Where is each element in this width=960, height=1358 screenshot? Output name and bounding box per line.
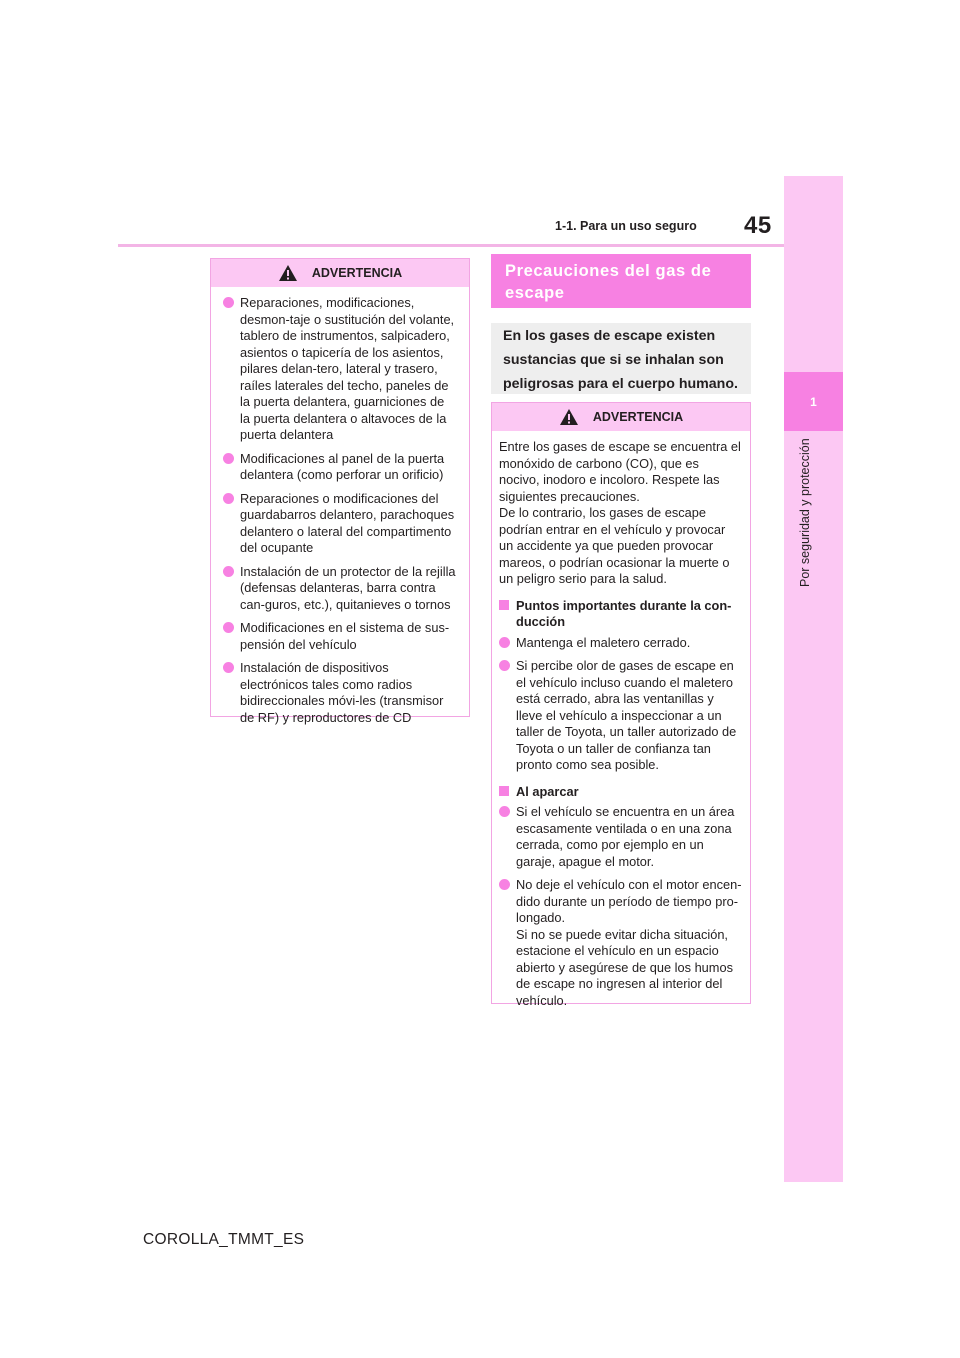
- list-item: Reparaciones, modificaciones, desmon-taje o sustitución del volante, tablero de instrumentos, salpicadero, asientos o tapicería de los asientos, pilares delan-tero, lateral y trasero, raíles laterales del techo, paneles de la puerta delantera, guarniciones de la puerta delantera o altavoces de la puerta delantera: [223, 295, 457, 444]
- section-summary: En los gases de escape existen sustancias que si se inhalan son peligrosas para el cuerpo humano.: [491, 323, 751, 394]
- warning-header: [211, 259, 469, 287]
- warning-triangle-icon: [559, 408, 579, 426]
- warning-header: [492, 403, 750, 431]
- document-code: COROLLA_TMMT_ES: [143, 1231, 305, 1248]
- section-header: 1-1. Para un uso seguro: [555, 219, 697, 233]
- bullet-icon: [223, 493, 234, 504]
- warning-intro: Entre los gases de escape se encuentra el monóxido de carbono (CO), que es nocivo, inodoro e incoloro. Respete las siguientes precauciones.: [499, 439, 741, 504]
- bullet-icon: [223, 453, 234, 464]
- list-item: Instalación de dispositivos electrónicos tales como radios bidireccionales móvi-les (transmisor de RF) y reproductores de CD: [223, 660, 457, 726]
- list-item: Si el vehículo se encuentra en un área escasamente ventilada o en una zona cerrada, como por ejemplo en un garaje, apague el motor.: [499, 804, 742, 870]
- parking-note: Si no se puede evitar dicha situación, estacione el vehículo en un espacio abierto y asegúrese de que los humos de escape no ingresen al interior del vehículo.: [516, 926, 733, 1008]
- subheading-driving: Puntos importantes durante la con-ducción: [499, 598, 742, 631]
- bullet-icon: [223, 622, 234, 633]
- bullet-icon: [223, 662, 234, 673]
- bullet-icon: [223, 297, 234, 308]
- warning-box-left: [210, 258, 470, 725]
- chapter-side-strip: [784, 176, 843, 1182]
- header-rule: [118, 244, 784, 247]
- square-bullet-icon: [499, 786, 509, 796]
- warning-body-left: [211, 287, 469, 743]
- square-bullet-icon: [499, 600, 509, 610]
- list-item: No deje el vehículo con el motor encen-dido durante un período de tiempo pro-longado. Si no se puede evitar dicha situación, estacione el vehículo en un espacio abierto y asegúrese de que los humos de escape no ingresen al interior del vehículo.: [499, 877, 742, 1009]
- bullet-icon: [223, 566, 234, 577]
- list-item: Modificaciones en el sistema de sus-pensión del vehículo: [223, 620, 457, 653]
- bullet-icon: [499, 806, 510, 817]
- page-number: 45: [744, 212, 772, 239]
- warning-heading: ADVERTENCIA: [311, 266, 403, 280]
- warning-body-right: [492, 431, 750, 1026]
- warning-triangle-icon: [278, 264, 298, 282]
- subheading-parking: Al aparcar: [499, 784, 742, 801]
- warning-heading: ADVERTENCIA: [592, 410, 684, 424]
- warning-intro-2: De lo contrario, los gases de escape podrían entrar en el vehículo y provocar un accidente ya que pueden provocar mareos, o podrían ocasionar la muerte o un peligro serio para la salud.: [499, 505, 730, 586]
- chapter-title: Por seguridad y protección: [798, 438, 812, 587]
- list-item: Instalación de un protector de la rejilla (defensas delanteras, barra contra can-guros, etc.), quitanieves o tornos: [223, 564, 457, 614]
- bullet-icon: [499, 660, 510, 671]
- chapter-number: 1: [810, 394, 817, 409]
- list-item: Reparaciones o modificaciones del guardabarros delantero, parachoques delantero o lateral del compartimento del ocupante: [223, 491, 457, 557]
- bullet-icon: [499, 637, 510, 648]
- list-item: Modificaciones al panel de la puerta delantera (como perforar un orificio): [223, 451, 457, 484]
- section-title: Precauciones del gas de escape: [491, 254, 751, 308]
- list-item: Mantenga el maletero cerrado.: [499, 635, 742, 652]
- chapter-tab[interactable]: [784, 372, 843, 431]
- bullet-icon: [499, 879, 510, 890]
- warning-box-right: [491, 402, 751, 1008]
- list-item: Si percibe olor de gases de escape en el vehículo incluso cuando el maletero está cerrado, abra las ventanillas y lleve el vehículo a inspeccionar a un taller de Toyota, un taller autorizado de Toyota o un taller de confianza tan pronto como sea posible.: [499, 658, 742, 774]
